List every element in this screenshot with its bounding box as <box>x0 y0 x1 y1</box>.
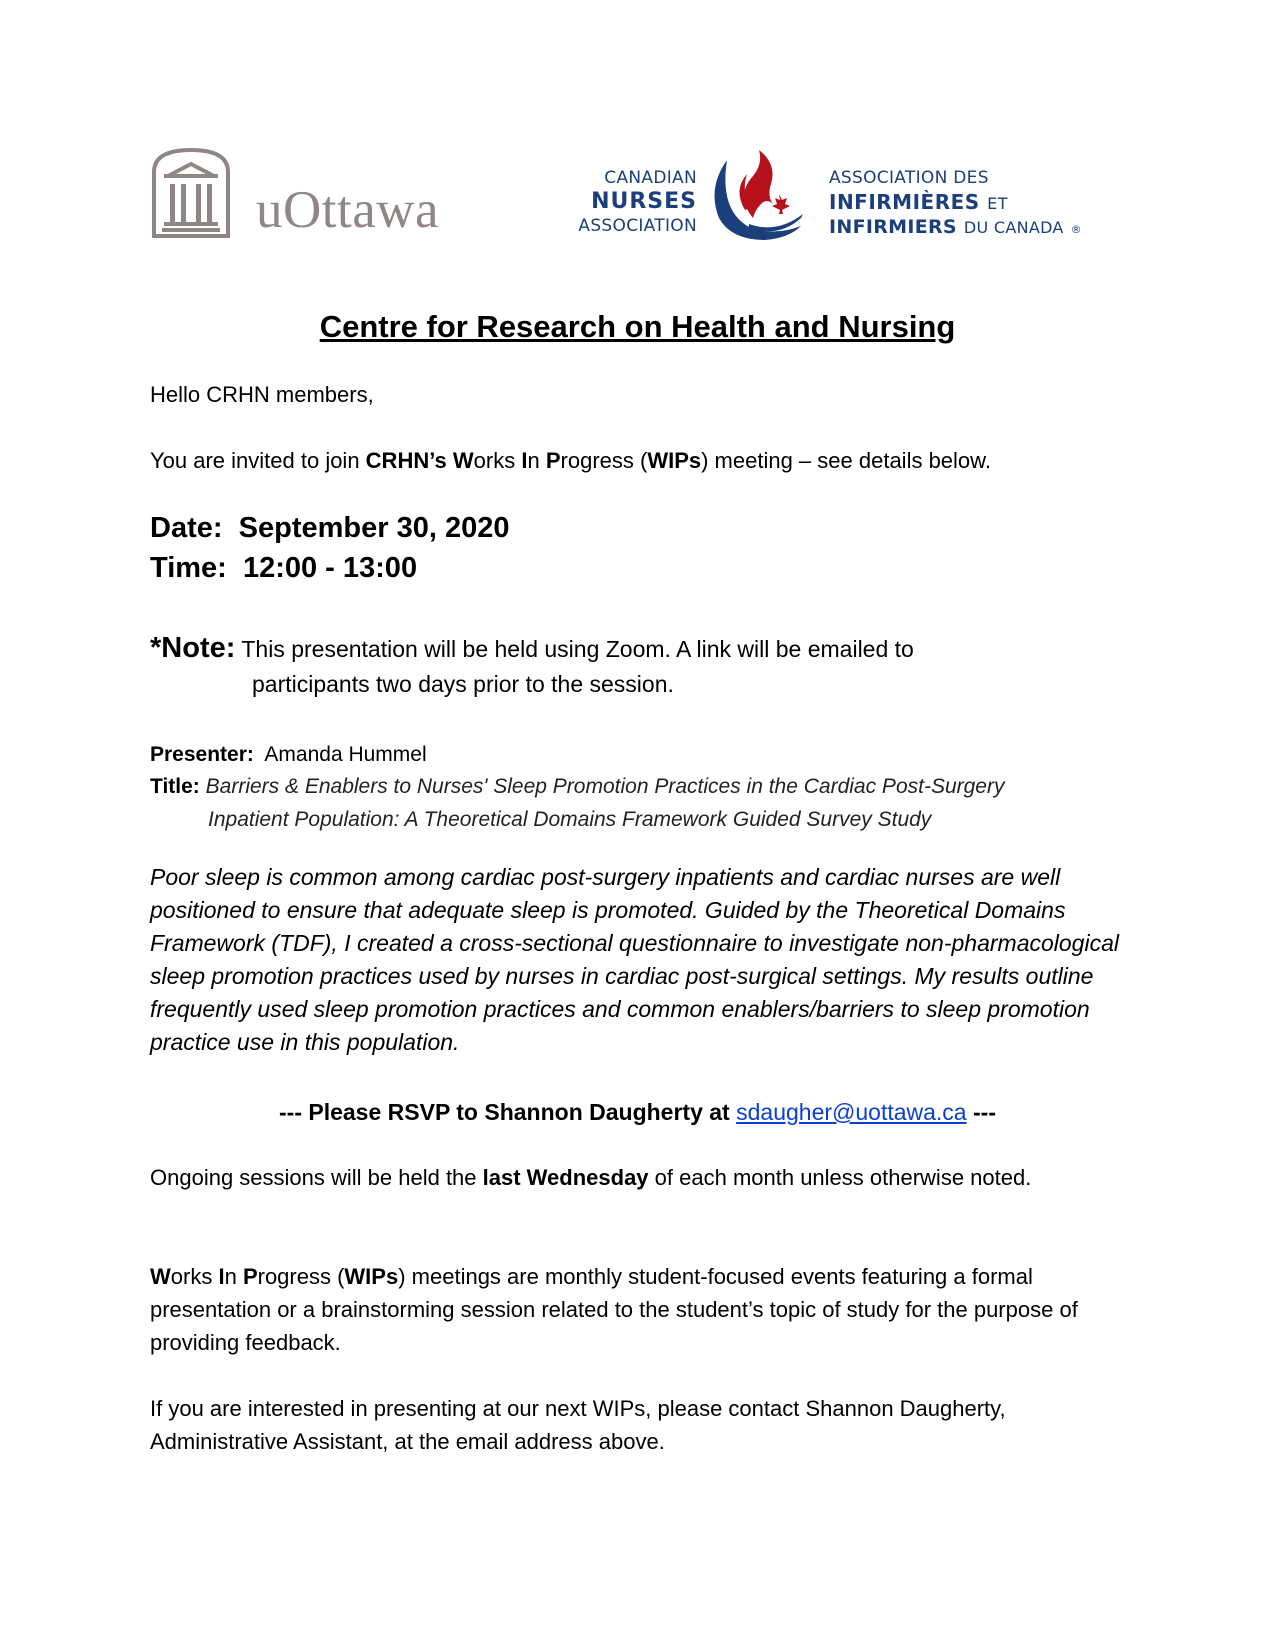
note-label: *Note: <box>150 632 236 664</box>
invite-wips: WIPs <box>647 448 702 473</box>
date-value: September 30, 2020 <box>238 512 510 544</box>
presenter <box>150 738 427 771</box>
presentation-title <box>150 770 1004 803</box>
uottawa-wordmark: uOttawa <box>256 181 440 239</box>
ongoing-suffix: of each month unless otherwise noted. <box>648 1165 1032 1190</box>
presenter-name: Amanda Hummel <box>264 743 427 766</box>
cna-logo <box>553 148 1133 258</box>
uottawa-logo <box>150 146 510 246</box>
cna-fr-et: ET <box>987 194 1009 213</box>
invite-p: P <box>545 448 561 473</box>
abstract: Poor sleep is common among cardiac post-surgery inpatients and cardiac nurses are well positioned to ensure that adequate sleep is promoted. Guided by the Theoretical Domains Framework (TDF), I created a cross-sectional questionnaire to investigate non-pharmacological sleep promotion practices used by nurses in cardiac post-surgical settings. My results outline frequently used sleep promotion practices and common enablers/barriers to sleep promotion practice use in this population. <box>150 864 1119 1055</box>
rsvp-email-link[interactable]: sdaugher@uottawa.ca <box>736 1099 967 1125</box>
cna-fr-du-canada: DU CANADA <box>963 218 1064 237</box>
ongoing-sessions <box>150 1161 1110 1194</box>
registered-mark: ® <box>1070 223 1082 236</box>
time-value: 12:00 - 13:00 <box>242 552 418 584</box>
uottawa-building-icon <box>150 146 232 238</box>
invite-prefix: You are invited to join <box>150 448 366 473</box>
cna-en-line-3: ASSOCIATION <box>578 216 697 236</box>
wips-description <box>150 1260 1110 1359</box>
invite-rogress: rogress ( <box>560 448 648 473</box>
invite-i: I <box>521 448 528 473</box>
note <box>150 630 914 667</box>
rsvp-prefix: --- Please RSVP to Shannon Daugherty at <box>279 1099 737 1125</box>
greeting: Hello CRHN members, <box>150 382 374 407</box>
rsvp-line <box>0 1096 1275 1129</box>
time-label: Time: <box>150 552 227 584</box>
date-label: Date: <box>150 512 223 544</box>
invite-n: n <box>527 448 546 473</box>
note-line-2: participants two days prior to the session. <box>252 671 674 697</box>
cna-en-line-2: NURSES <box>591 189 697 214</box>
invite-suffix: ) meeting – see details below. <box>701 448 991 473</box>
rsvp-suffix: --- <box>966 1099 996 1125</box>
page-title: Centre for Research on Health and Nursing <box>319 309 956 344</box>
cna-fr-line-2 <box>829 192 1008 212</box>
interested-paragraph: If you are interested in presenting at our next WIPs, please contact Shannon Daugherty, Administrative Assistant, at the email address above. <box>150 1396 1006 1454</box>
invite-orks: orks <box>473 448 522 473</box>
cna-en-line-1: CANADIAN <box>604 168 697 188</box>
cna-flame-emblem-icon <box>705 148 817 248</box>
title-label: Title: <box>150 775 200 798</box>
wips-orks: orks <box>170 1264 219 1289</box>
cna-fr-infirmiers: INFIRMIERS <box>829 216 957 238</box>
presenter-label: Presenter: <box>150 743 254 766</box>
wips-acronym: WIPs <box>344 1264 399 1289</box>
cna-fr-line-3 <box>829 218 1082 237</box>
wips-p: P <box>242 1264 258 1289</box>
invite-crhn: CRHN’s <box>365 448 447 473</box>
wips-w: W <box>150 1264 171 1289</box>
invite-paragraph <box>150 444 991 477</box>
invite-w: W <box>452 448 474 473</box>
title-line-1: Barriers & Enablers to Nurses' Sleep Promotion Practices in the Cardiac Post-Surgery <box>205 775 1005 798</box>
title-line-2: Inpatient Population: A Theoretical Domains Framework Guided Survey Study <box>208 808 932 831</box>
event-date <box>150 508 509 548</box>
wips-suffix: ) meetings are monthly student-focused events featuring a formal presentation or a brainstorming session related to the student’s topic of study for the purpose of providing feedback. <box>150 1264 1078 1355</box>
wips-i: I <box>218 1264 225 1289</box>
cna-fr-infirmieres: INFIRMIÈRES <box>829 190 980 214</box>
wips-rogress: rogress ( <box>257 1264 345 1289</box>
note-line-1: This presentation will be held using Zoom. A link will be emailed to <box>241 636 914 662</box>
ongoing-bold: last Wednesday <box>482 1165 649 1190</box>
cna-fr-line-1: ASSOCIATION DES <box>829 168 989 188</box>
event-time <box>150 548 417 588</box>
ongoing-prefix: Ongoing sessions will be held the <box>150 1165 483 1190</box>
wips-n: n <box>224 1264 243 1289</box>
